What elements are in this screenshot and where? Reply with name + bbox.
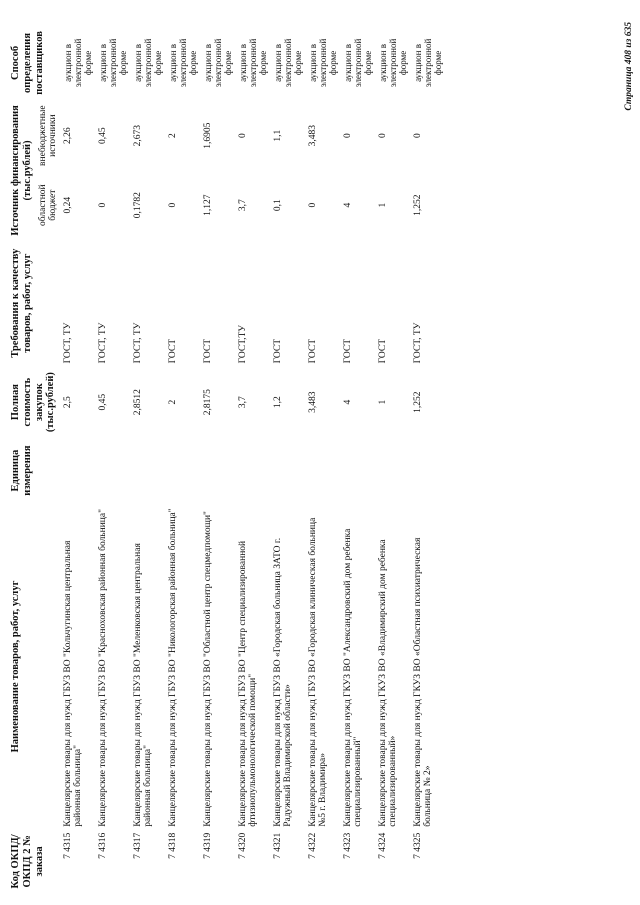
row-extrabudget: 2,673 — [132, 124, 143, 147]
table-row — [236, 25, 271, 893]
row-unit — [271, 438, 306, 503]
header-code: Код ОКПД/ ОКПД 2 № заказа — [10, 834, 45, 889]
row-extrabudget: 0 — [237, 133, 248, 139]
row-unit — [201, 438, 236, 503]
row-regional-budget: 4 — [342, 202, 353, 208]
row-name: Канцелярские товары для нужд ГБУЗ ВО «Городская больница ЗАТО г. Радужный Владимирской области» — [272, 537, 294, 827]
row-unit — [131, 438, 166, 503]
row-code: 7 4320 — [237, 832, 248, 859]
row-unit — [61, 438, 96, 503]
row-regional-budget: 0 — [307, 202, 318, 208]
row-method: аукцион в электронной форме — [377, 38, 408, 88]
row-regional-budget: 0,1 — [272, 199, 283, 212]
row-code: 7 4315 — [62, 832, 73, 859]
row-cost: 1,252 — [412, 391, 423, 413]
row-extrabudget: 2,26 — [62, 127, 73, 144]
row-name: Канцелярские товары для нужд ГКУЗ ВО «Областная психиатрическая больница № 2» — [412, 537, 434, 827]
row-name: Канцелярские товары для нужд ГБУЗ ВО "Меленковская центральная районная больница" — [132, 543, 154, 827]
row-requirements: ГОСТ — [342, 338, 353, 364]
row-cost: 4 — [342, 399, 353, 405]
row-method: аукцион в электронной форме — [272, 38, 303, 88]
row-cost: 1 — [377, 399, 388, 405]
row-name: Канцелярские товары для нужд ГБУЗ ВО «Городская клиническая больница №5 г. Владимира» — [307, 517, 329, 827]
row-code: 7 4324 — [377, 832, 388, 859]
row-requirements: ГОСТ,ТУ — [237, 325, 248, 364]
row-regional-budget: 1,252 — [412, 194, 423, 216]
table-row — [166, 25, 201, 893]
row-name: Канцелярские товары для нужд ГБУЗ ВО "Красноховская районная больница" — [97, 509, 108, 827]
row-extrabudget: 3,483 — [307, 124, 318, 147]
row-name: Канцелярские товары для нужд ГКУЗ ВО "Александровский дом ребенка специализированный" — [342, 528, 364, 827]
row-extrabudget: 0,45 — [97, 127, 108, 144]
row-requirements: ГОСТ — [272, 338, 283, 364]
table-row — [271, 25, 306, 893]
row-requirements: ГОСТ — [167, 338, 178, 364]
row-extrabudget: 0 — [377, 133, 388, 139]
row-cost: 0,45 — [97, 393, 108, 411]
table-row — [341, 25, 376, 893]
row-method: аукцион в электронной форме — [62, 38, 93, 88]
row-regional-budget: 0,24 — [62, 196, 73, 214]
header-source-extrabudget: внебюджетные источники — [37, 105, 59, 166]
header-requirements: Требования к качеству товаров, работ, услуг — [10, 248, 33, 358]
row-extrabudget: 1,1 — [272, 129, 283, 142]
row-method: аукцион в электронной форме — [132, 38, 163, 88]
row-unit — [341, 438, 376, 503]
row-extrabudget: 1,6905 — [202, 122, 213, 149]
table-row — [96, 25, 131, 893]
row-code: 7 4321 — [272, 832, 283, 859]
table-row — [131, 25, 166, 893]
page-number: Страница 408 из 635 — [624, 22, 634, 111]
row-regional-budget: 0 — [97, 202, 108, 208]
row-name: Канцелярские товары для нужд ГБУЗ ВО "Областной центр спецмедпомощи" — [202, 511, 213, 827]
header-name: Наименование товаров, работ, услуг — [10, 580, 21, 753]
header-method: Способ определения поставщиков — [10, 31, 45, 95]
row-method: аукцион в электронной форме — [342, 38, 373, 88]
table-row — [411, 25, 446, 893]
row-code: 7 4325 — [412, 832, 423, 859]
row-unit — [411, 438, 446, 503]
row-name: Канцелярские товары для нужд ГБУЗ ВО "Никологорская районная больница" — [167, 508, 178, 827]
header-source-regional: областной бюджет — [37, 184, 59, 226]
header-source: Источник финансирования (тыс.рублей) — [10, 105, 33, 236]
table-row — [306, 25, 341, 893]
row-cost: 2 — [167, 399, 178, 405]
row-extrabudget: 2 — [167, 133, 178, 139]
header-cost: Полная стоимость закупок (тыс.рублей) — [10, 372, 57, 433]
row-code: 7 4323 — [342, 832, 353, 859]
procurement-table — [8, 25, 446, 893]
table-row — [376, 25, 411, 893]
row-cost: 2,8512 — [132, 389, 143, 416]
row-name: Канцелярские товары для нужд ГКУЗ ВО «Владимирский дом ребенка специализированный» — [377, 539, 399, 827]
row-requirements: ГОСТ, ТУ — [412, 322, 423, 364]
row-cost: 3,483 — [307, 391, 318, 413]
row-requirements: ГОСТ — [377, 338, 388, 364]
row-cost: 1,2 — [272, 396, 283, 409]
row-requirements: ГОСТ, ТУ — [132, 322, 143, 364]
row-regional-budget: 3,7 — [237, 199, 248, 212]
row-unit — [166, 438, 201, 503]
table-row — [61, 25, 96, 893]
row-cost: 3,7 — [237, 396, 248, 409]
row-requirements: ГОСТ, ТУ — [62, 322, 73, 364]
row-requirements: ГОСТ, ТУ — [97, 322, 108, 364]
row-method: аукцион в электронной форме — [307, 38, 338, 88]
row-regional-budget: 1,127 — [202, 194, 213, 216]
row-unit — [96, 438, 131, 503]
row-code: 7 4318 — [167, 832, 178, 859]
row-requirements: ГОСТ — [307, 338, 318, 364]
row-unit — [376, 438, 411, 503]
row-method: аукцион в электронной форме — [167, 38, 198, 88]
table-header — [8, 25, 61, 893]
row-method: аукцион в электронной форме — [202, 38, 233, 88]
row-code: 7 4316 — [97, 832, 108, 859]
row-regional-budget: 0 — [167, 202, 178, 208]
row-extrabudget: 0 — [412, 133, 423, 139]
table-row — [201, 25, 236, 893]
row-method: аукцион в электронной форме — [412, 38, 443, 88]
row-method: аукцион в электронной форме — [237, 38, 268, 88]
header-unit: Единица измерения — [10, 445, 33, 496]
row-unit — [236, 438, 271, 503]
table-body — [61, 25, 446, 893]
row-unit — [306, 438, 341, 503]
row-requirements: ГОСТ — [202, 338, 213, 364]
row-method: аукцион в электронной форме — [97, 38, 128, 88]
row-code: 7 4317 — [132, 832, 143, 859]
row-regional-budget: 1 — [377, 202, 388, 208]
row-cost: 2,5 — [62, 396, 73, 409]
row-regional-budget: 0,1782 — [132, 192, 143, 219]
row-name: Канцелярские товары для нужд ГБУЗ ВО "Центр специализированной фтизиопульмонологической помощи" — [237, 540, 259, 827]
row-name: Канцелярские товары для нужд ГБУЗ ВО "Кольчугинская центральная районная больница" — [62, 540, 84, 827]
row-code: 7 4319 — [202, 832, 213, 859]
row-code: 7 4322 — [307, 832, 318, 859]
row-extrabudget: 0 — [342, 133, 353, 139]
row-cost: 2,8175 — [202, 389, 213, 416]
